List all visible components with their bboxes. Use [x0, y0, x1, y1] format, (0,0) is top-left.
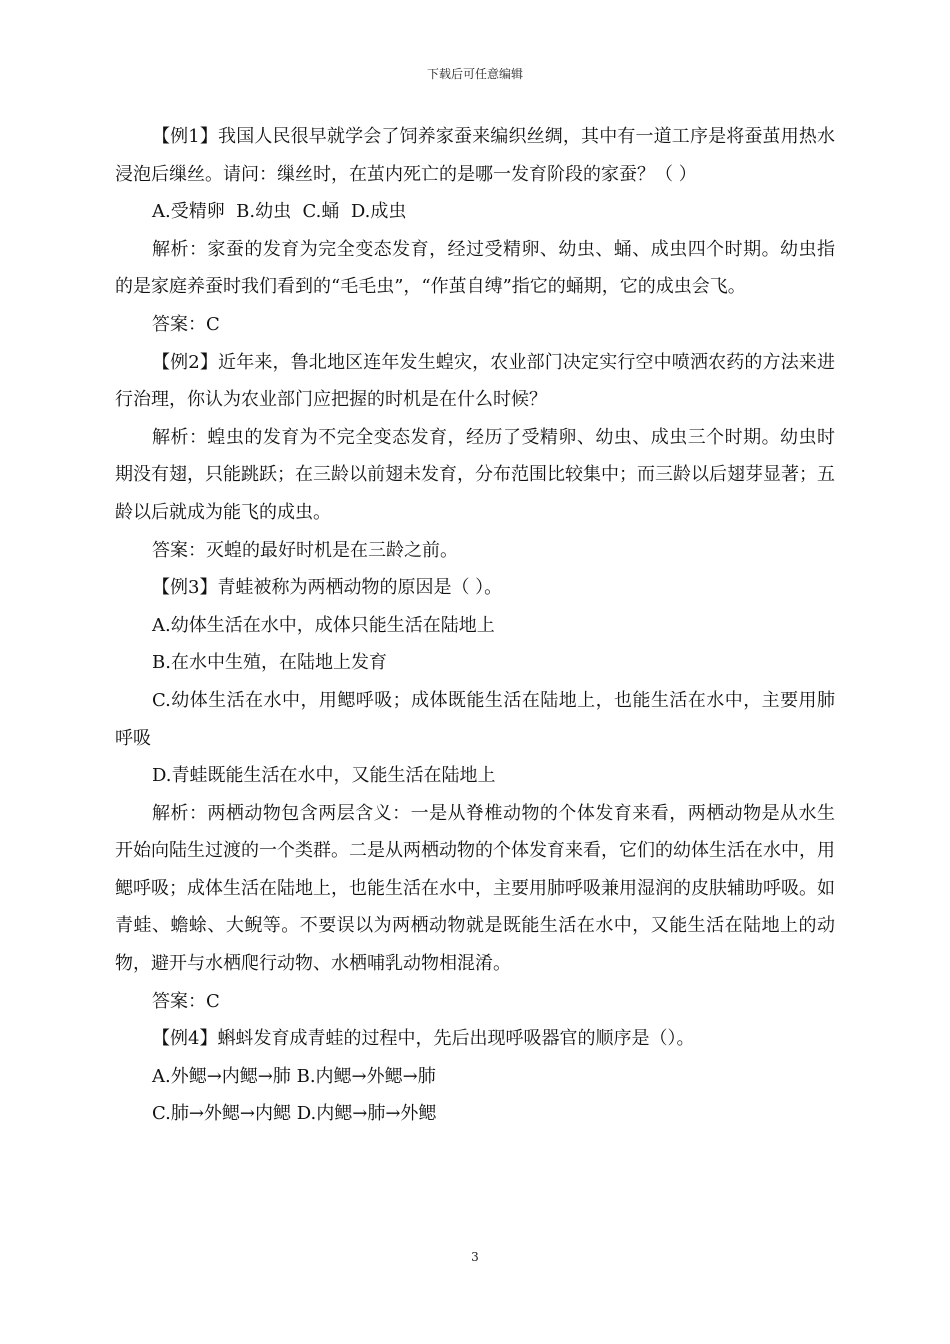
question-4-stem: 【例4】蝌蚪发育成青蛙的过程中，先后出现呼吸器官的顺序是（）。: [152, 1028, 695, 1050]
question-2-analysis: 解析：蝗虫的发育为不完全变态发育，经历了受精卵、幼虫、成虫三个时期。幼虫时期没有翅，只能跳跃；在三龄以前翅未发育，分布范围比较集中；而三龄以后翅芽显著；五龄以后就成为能飞的成虫。: [115, 426, 835, 523]
question-3-option-d: D.青蛙既能生活在水中，又能生活在陆地上: [152, 765, 496, 787]
question-1-options: A.受精卵 B.幼虫 C.蛹 D.成虫: [152, 201, 407, 223]
question-3-answer: 答案：C: [152, 990, 220, 1012]
question-3-option-c: C.幼体生活在水中，用鳃呼吸；成体既能生活在陆地上，也能生活在水中，主要用肺呼吸: [115, 689, 835, 749]
question-3-stem: 【例3】青蛙被称为两栖动物的原因是（ ）。: [152, 577, 503, 599]
question-3-option-b: B.在水中生殖，在陆地上发育: [152, 652, 387, 674]
question-2-stem: 【例2】近年来，鲁北地区连年发生蝗灾，农业部门决定实行空中喷洒农药的方法来进行治理，你认为农业部门应把握的时机是在什么时候？: [115, 351, 835, 411]
page-header: 下载后可任意编辑: [426, 67, 523, 81]
question-1-analysis: 解析：家蚕的发育为完全变态发育，经过受精卵、幼虫、蛹、成虫四个时期。幼虫指的是家庭养蚕时我们看到的“毛毛虫”，“作茧自缚”指它的蛹期，它的成虫会飞。: [115, 238, 835, 298]
page-number: 3: [471, 1250, 479, 1264]
question-3-option-a: A.幼体生活在水中，成体只能生活在陆地上: [152, 614, 495, 636]
question-1-answer: 答案：C: [152, 313, 220, 335]
question-2-answer: 答案：灭蝗的最好时机是在三龄之前。: [152, 539, 458, 561]
question-4-options-ab: A.外鳃→内鳃→肺 B.内鳃→外鳃→肺: [152, 1065, 436, 1087]
question-4-options-cd: C.肺→外鳃→内鳃 D.内鳃→肺→外鳃: [152, 1103, 437, 1125]
question-3-analysis: 解析：两栖动物包含两层含义：一是从脊椎动物的个体发育来看，两栖动物是从水生开始向陆生过渡的一个类群。二是从两栖动物的个体发育来看，它们的幼体生活在水中，用鳃呼吸；成体生活在陆地上，也能生活在水中，主要用肺呼吸兼用湿润的皮肤辅助呼吸。如青蛙、蟾蜍、大鲵等。不要误以为两栖动物就是既能生活在水中，又能生活在陆地上的动物，避开与水栖爬行动物、水栖哺乳动物相混淆。: [115, 802, 835, 975]
document-body: [115, 118, 835, 1133]
question-1-stem: 【例1】我国人民很早就学会了饲养家蚕来编织丝绸，其中有一道工序是将蚕茧用热水浸泡后缫丝。请问：缫丝时，在茧内死亡的是哪一发育阶段的家蚕？（ ）: [115, 126, 835, 185]
